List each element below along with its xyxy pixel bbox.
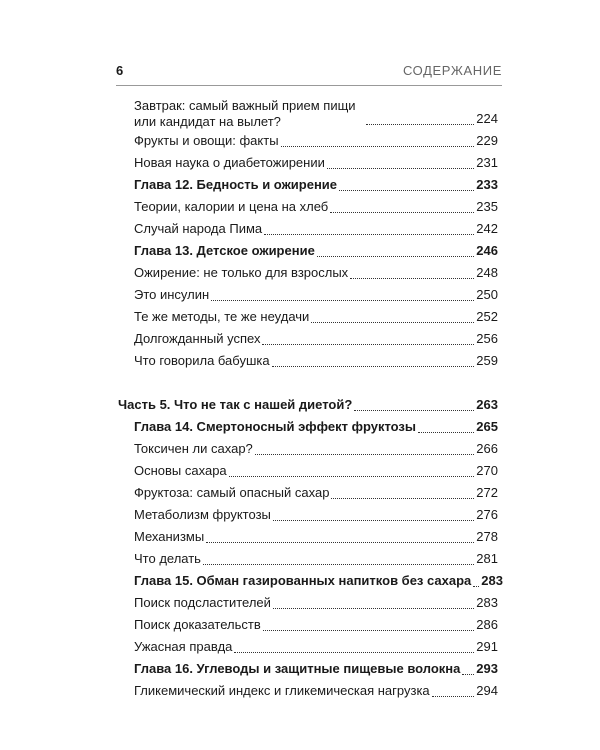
toc-entry [118,218,498,240]
dot-leader [255,454,475,455]
toc-entry-title: Фрукты и овощи: факты [134,133,279,148]
header-rule [116,85,502,86]
toc-entry-page: 286 [476,617,498,632]
dot-leader [211,300,474,301]
toc-entry [118,350,498,372]
toc-entry-title: Поиск доказательств [134,617,261,632]
toc-entry [118,174,498,196]
dot-leader [354,410,474,411]
toc-entry-page: 281 [476,551,498,566]
dot-leader [272,366,475,367]
toc-entry [118,526,498,548]
toc-entry [118,570,503,592]
toc-entry-title: Что делать [134,551,201,566]
toc-entry-title: Часть 5. Что не так с нашей диетой? [118,397,353,412]
toc-entry-title: Поиск подсластителей [134,595,271,610]
toc-entry [118,284,498,306]
toc-entry [118,460,498,482]
toc-entry [118,306,498,328]
toc-entry [118,130,498,152]
toc-entry-title: Метаболизм фруктозы [134,507,271,522]
toc-entry-page: 283 [481,573,503,588]
toc-entry [118,504,498,526]
dot-leader [206,542,474,543]
dot-leader [273,520,474,521]
toc-entry [118,262,498,284]
toc-entry [118,614,498,636]
toc-entry-title: Теории, калории и цена на хлеб [134,199,329,214]
toc-entry-title: Глава 15. Обман газированных напитков без сахара [134,573,472,588]
section-gap [118,372,498,394]
dot-leader [273,608,474,609]
dot-leader [229,476,475,477]
table-of-contents [118,98,503,702]
toc-entry [118,98,498,130]
toc-entry-title: Глава 12. Бедность и ожирение [134,177,338,192]
toc-entry-page: 224 [476,111,498,126]
toc-entry-page: 242 [476,221,498,236]
dot-leader [262,344,474,345]
toc-entry [118,482,498,504]
dot-leader [203,564,474,565]
dot-leader [327,168,474,169]
toc-entry-page: 248 [476,265,498,280]
page-number: 6 [116,63,124,78]
toc-entry [118,240,498,262]
toc-entry [118,328,498,350]
toc-entry-title: Это инсулин [134,287,210,302]
dot-leader [418,432,474,433]
toc-entry-page: 270 [476,463,498,478]
dot-leader [339,190,474,191]
toc-entry-page: 266 [476,441,498,456]
toc-entry [118,438,498,460]
toc-entry-title: Что говорила бабушка [134,353,270,368]
toc-entry-title: Глава 16. Углеводы и защитные пищевые волокна [134,661,461,676]
toc-entry-title: Те же методы, те же неудачи [134,309,310,324]
dot-leader [473,586,479,587]
toc-entry [118,636,498,658]
toc-entry-title: Механизмы [134,529,205,544]
toc-entry-page: 276 [476,507,498,522]
running-header [116,63,502,78]
toc-entry-title: Глава 14. Смертоносный эффект фруктозы [134,419,416,434]
toc-entry-page: 256 [476,331,498,346]
toc-entry-title: Ужасная правда [134,639,233,654]
dot-leader [366,124,474,125]
dot-leader [462,674,474,675]
toc-entry-page: 231 [476,155,498,170]
toc-entry-page: 259 [476,353,498,368]
toc-entry [118,152,498,174]
dot-leader [331,498,474,499]
dot-leader [330,212,474,213]
dot-leader [281,146,475,147]
toc-entry-title: Фруктоза: самый опасный сахар [134,485,330,500]
dot-leader [432,696,475,697]
toc-entry [118,592,498,614]
toc-entry-page: 278 [476,529,498,544]
dot-leader [234,652,474,653]
toc-entry [118,394,498,416]
toc-entry-page: 229 [476,133,498,148]
toc-entry-page: 291 [476,639,498,654]
toc-entry-title: Основы сахара [134,463,227,478]
toc-entry [118,658,498,680]
toc-entry-page: 252 [476,309,498,324]
toc-entry-page: 250 [476,287,498,302]
dot-leader [264,234,474,235]
toc-entry [118,680,498,702]
toc-entry-title: Новая наука о диабетожирении [134,155,325,170]
toc-entry [118,196,498,218]
toc-entry [118,416,498,438]
toc-entry-page: 272 [476,485,498,500]
toc-entry-page: 263 [476,397,498,412]
toc-entry-page: 294 [476,683,498,698]
toc-entry-page: 265 [476,419,498,434]
toc-entry-title: Токсичен ли сахар? [134,441,253,456]
dot-leader [350,278,474,279]
dot-leader [311,322,474,323]
dot-leader [263,630,475,631]
section-title: СОДЕРЖАНИЕ [402,63,502,78]
toc-entry-title: Случай народа Пима [134,221,263,236]
toc-entry-page: 293 [476,661,498,676]
toc-entry-title: Долгожданный успех [134,331,261,346]
toc-entry-page: 283 [476,595,498,610]
toc-entry-title: Ожирение: не только для взрослых [134,265,349,280]
toc-entry-title: Гликемический индекс и гликемическая нагрузка [134,683,430,698]
toc-entry-title: Завтрак: самый важный прием пищи или кандидат на вылет? [134,98,356,129]
toc-entry-page: 246 [476,243,498,258]
dot-leader [317,256,474,257]
toc-entry-page: 233 [476,177,498,192]
toc-entry-title: Глава 13. Детское ожирение [134,243,315,258]
toc-entry-page: 235 [476,199,498,214]
toc-entry [118,548,498,570]
